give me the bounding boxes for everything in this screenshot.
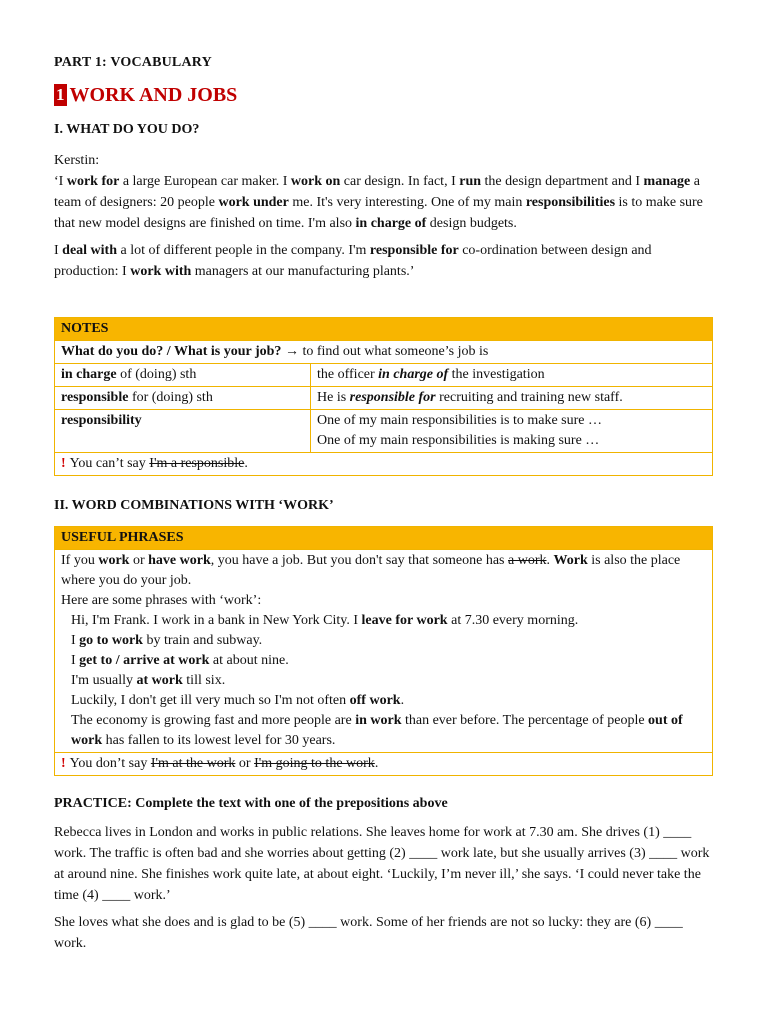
useful-warning: ! You don’t say I'm at the work or I'm going to the work.	[55, 753, 713, 776]
section-2-title: II. WORD COMBINATIONS WITH ‘WORK’	[54, 498, 334, 513]
phrase-line: I go to work by train and subway.	[71, 633, 263, 648]
section-1-text	[54, 150, 714, 282]
warning-icon: !	[61, 456, 66, 471]
useful-intro: If you work or have work, you have a job. But you don't say that someone has a work. Work is also the place where you do your job.	[61, 553, 681, 588]
section-1-title: I. WHAT DO YOU DO?	[54, 122, 200, 137]
practice-paragraph-1: Rebecca lives in London and works in public relations. She leaves home for work at 7.30 am. She drives (1) ____ work. The traffic is often bad and she worries about getting (2) ____ work late, but she usually arrives (3) ____ work at around nine. She finishes work quite late, at about eight. ‘Luckily, I’m never ill,’ she says. ‘I could never take the time (4) ____ work.’	[54, 825, 710, 903]
kerstin-paragraph-2: I deal with a lot of different people in the company. I'm responsible for co-ordination between design and production: I work with managers at our manufacturing plants.’	[54, 243, 652, 279]
practice-title: PRACTICE: Complete the text with one of the prepositions above	[54, 796, 448, 811]
notes-box	[54, 317, 713, 476]
practice-text	[54, 822, 714, 954]
notes-warning: ! You can’t say I'm a responsible.	[55, 453, 713, 476]
warning-icon: !	[61, 756, 66, 771]
phrase-line: I get to / arrive at work at about nine.	[71, 653, 289, 668]
unit-heading	[54, 84, 237, 106]
part-heading: PART 1: VOCABULARY	[54, 55, 212, 70]
useful-phrases-body	[55, 550, 713, 753]
useful-phrases-box	[54, 526, 713, 776]
phrase-line: Luckily, I don't get ill very much so I'm not often off work.	[71, 693, 405, 708]
phrase-line: Hi, I'm Frank. I work in a bank in New York City. I leave for work at 7.30 every morning.	[71, 613, 579, 628]
unit-number-badge: 1	[56, 85, 65, 104]
phrase-line: The economy is growing fast and more people are in work than ever before. The percentage of people out of work has fallen to its lowest level for 30 years.	[71, 713, 683, 748]
notes-term-in-charge: in charge of (doing) sth	[55, 364, 311, 387]
notes-example-in-charge: the officer in charge of the investigation	[311, 364, 713, 387]
notes-example-responsibility: One of my main responsibilities is to make sure … One of my main responsibilities is making sure …	[311, 410, 713, 453]
useful-intro-2: Here are some phrases with ‘work’:	[61, 593, 262, 608]
unit-title: WORK AND JOBS	[69, 84, 238, 106]
notes-term-responsible: responsible for (doing) sth	[55, 387, 311, 410]
notes-row-job: What do you do? / What is your job? → to find out what someone’s job is	[55, 341, 713, 364]
notes-header: NOTES	[55, 318, 713, 341]
notes-example-responsible: He is responsible for recruiting and training new staff.	[311, 387, 713, 410]
kerstin-paragraph-1: ‘I work for a large European car maker. I work on car design. In fact, I run the design department and I manage a team of designers: 20 people work under me. It's very interesting. One of my main responsibilities is to make sure that new model designs are finished on time. I'm also in charge of design budgets.	[54, 174, 703, 231]
practice-paragraph-2: She loves what she does and is glad to be (5) ____ work. Some of her friends are not so lucky: they are (6) ____ work.	[54, 915, 683, 951]
phrase-line: I'm usually at work till six.	[71, 673, 226, 688]
speaker-label: Kerstin:	[54, 153, 100, 168]
notes-term-responsibility: responsibility	[55, 410, 311, 453]
useful-phrases-header: USEFUL PHRASES	[55, 527, 713, 550]
